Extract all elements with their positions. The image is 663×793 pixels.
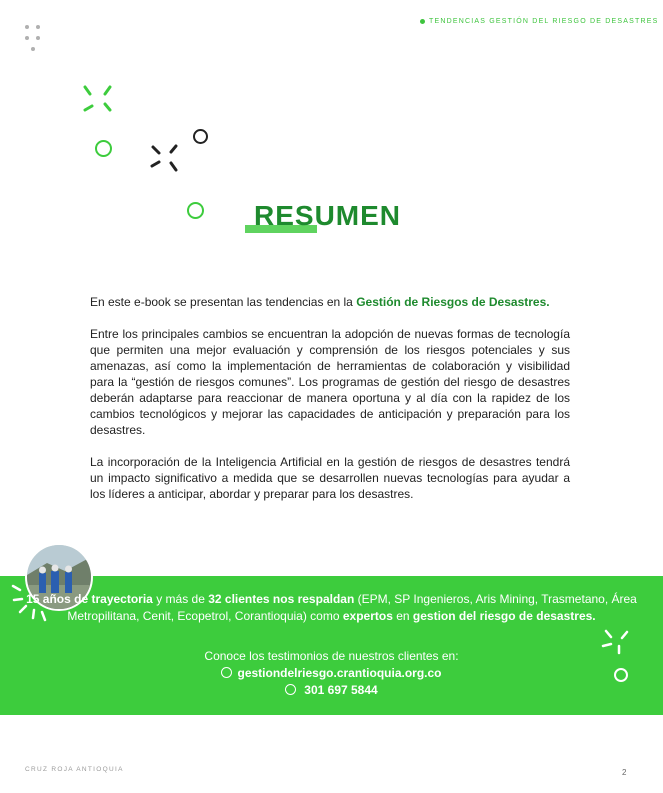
banner-experts: expertos bbox=[342, 609, 393, 623]
ring-white-icon bbox=[614, 668, 628, 682]
banner-message bbox=[0, 591, 663, 625]
body-text bbox=[90, 294, 570, 518]
whatsapp-icon bbox=[285, 684, 296, 695]
intro-text: En este e-book se presentan las tendencias en la bbox=[90, 295, 357, 309]
ring-green-icon bbox=[187, 202, 204, 219]
dots-decoration-icon bbox=[24, 24, 44, 54]
header-label-text: TENDENCIAS GESTIÓN DEL RIESGO DE DESASTRES bbox=[429, 18, 659, 25]
banner-years: 15 años de trayectoria bbox=[26, 592, 153, 606]
website-link[interactable] bbox=[0, 665, 663, 682]
banner-clients: 32 clientes nos respaldan bbox=[208, 592, 355, 606]
globe-icon bbox=[221, 667, 232, 678]
banner-cta-text: Conoce los testimonios de nuestros clientes en: bbox=[204, 649, 459, 663]
banner-connector: en bbox=[392, 609, 413, 623]
header-section-label bbox=[420, 18, 658, 25]
intro-highlight: Gestión de Riesgos de Desastres. bbox=[356, 295, 550, 309]
page-title: RESUMEN bbox=[254, 200, 402, 231]
website-url[interactable]: gestiondelriesgo.crantioquia.org.co bbox=[237, 666, 442, 680]
bullet-dot-icon bbox=[420, 19, 425, 24]
paragraph-ai: La incorporación de la Inteligencia Artificial en la gestión de riesgos de desastres tendrá un impacto significativo a medida que se desarrollen nuevas tecnologías para ayudar a los líderes a anticipar, abordar y preparar para los desastres. bbox=[90, 455, 570, 501]
spark-green-icon bbox=[80, 84, 116, 116]
banner-contact bbox=[0, 648, 663, 699]
footer-organization: CRUZ ROJA ANTIOQUIA bbox=[25, 766, 124, 773]
page-number: 2 bbox=[622, 768, 627, 777]
paragraph-changes: Entre los principales cambios se encuentran la adopción de nuevas formas de tecnología que permiten una mejor evaluación y comprensión de los riesgos potenciales y sus amenazas, así como la implementación de herramientas de colaboración y visibilidad para la “gestión de riesgos comunes”. Los programas de gestión del riesgo de desastres deberán adaptarse para reaccionar de manera oportuna y al día con la rapidez de los cambios tecnológicos y mejorar las capacidades de anticipación y preparación para los desastres. bbox=[90, 327, 570, 437]
phone-number[interactable]: 301 697 5844 bbox=[304, 683, 378, 697]
spark-black-icon bbox=[149, 143, 181, 173]
banner-connector: y más de bbox=[152, 592, 209, 606]
phone-link[interactable] bbox=[0, 682, 663, 699]
ring-green-icon bbox=[95, 140, 112, 157]
banner-field: gestion del riesgo de desastres. bbox=[412, 609, 596, 623]
paragraph-intro bbox=[90, 294, 570, 310]
banner-client-list: (EPM, SP Ingenieros, Aris Mining, Trasmetano, Área Metropilitana, Cenit, Ecopetrol, Corantioquia) como bbox=[67, 592, 637, 623]
spark-white-icon bbox=[600, 628, 632, 656]
ring-black-icon bbox=[193, 129, 208, 144]
